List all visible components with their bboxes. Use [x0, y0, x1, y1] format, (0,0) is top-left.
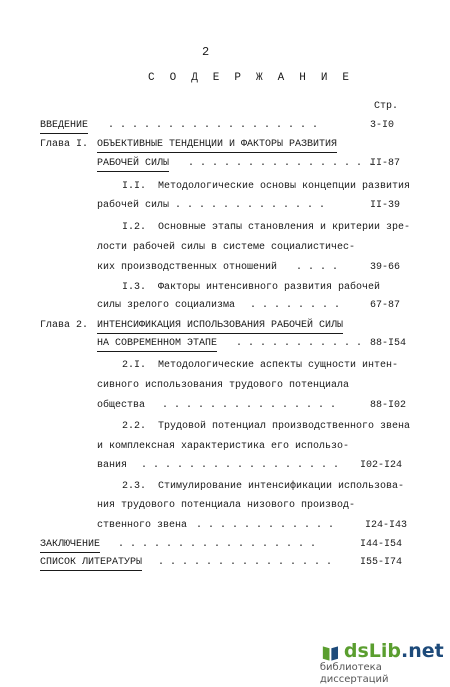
toc-dots: . . . . . . . . . . . . . . . [162, 400, 337, 411]
toc-pages: II-87 [370, 158, 401, 169]
toc-section-text: общества [97, 400, 146, 411]
toc-section-text: ния трудового потенциала низового производ- [97, 500, 356, 511]
toc-pages: 67-87 [370, 300, 401, 311]
toc-section-text: Методологические аспекты сущности интен- [158, 360, 399, 371]
toc-section-text: Основные этапы становления и критерии зре- [158, 222, 411, 233]
toc-pages: 39-66 [370, 262, 401, 273]
toc-section-text: Факторы интенсивного развития рабочей [158, 282, 381, 293]
book-icon [320, 642, 341, 664]
watermark [319, 640, 448, 685]
toc-dots: . . . . . . . . . . . . . . . . . . [108, 120, 319, 131]
toc-label-bibliography: СПИСОК ЛИТЕРАТУРЫ [40, 557, 142, 571]
toc-pages: I24-I43 [365, 520, 408, 531]
toc-dots: . . . . . . . . . . . . . . . . . [118, 539, 317, 550]
toc-section-text: лости рабочей силы в системе социалистичес- [97, 242, 356, 253]
toc-label-introduction: ВВЕДЕНИЕ [40, 120, 88, 134]
toc-pages: I55-I74 [360, 557, 403, 568]
toc-section-text: вания [97, 460, 128, 471]
toc-section-text: ственного звена [97, 520, 188, 531]
toc-section-text: сивного использования трудового потенциала [97, 380, 350, 391]
page-number: 2 [202, 45, 210, 59]
page-title: С О Д Е Р Ж А Н И Е [148, 72, 354, 84]
toc-chapter-title: ИНТЕНСИФИКАЦИЯ ИСПОЛЬЗОВАНИЯ РАБОЧЕЙ СИЛЫ [97, 320, 343, 334]
watermark-logo-part1: dsLib [343, 640, 401, 662]
toc-chapter-title: НА СОВРЕМЕННОМ ЭТАПЕ [97, 338, 217, 352]
watermark-subtitle: библиотека диссертаций [319, 662, 389, 685]
toc-chapter-title: РАБОЧЕЙ СИЛЫ [97, 158, 169, 172]
watermark-logo [344, 640, 448, 662]
toc-section-text: и комплексная характеристика его использо- [97, 441, 350, 452]
toc-label-section: 2.I. [122, 360, 147, 371]
toc-section-text: ких производственных отношений [97, 262, 278, 273]
toc-label-section: I.3. [122, 282, 147, 293]
toc-label-section: I.I. [122, 181, 147, 192]
toc-pages: I44-I54 [360, 539, 403, 550]
toc-chapter-title: ОБЪЕКТИВНЫЕ ТЕНДЕНЦИИ И ФАКТОРЫ РАЗВИТИЯ [97, 139, 337, 153]
toc-section-text: Стимулирование интенсификации использова- [158, 481, 405, 492]
toc-pages: II-39 [370, 200, 401, 211]
watermark-logo-part2: .net [401, 640, 444, 662]
toc-dots: . . . . . . . . . . . [236, 338, 363, 349]
toc-pages: 88-I02 [370, 400, 407, 411]
toc-dots: . . . . . . . . . . . . . . . [158, 557, 333, 568]
toc-pages: I02-I24 [360, 460, 403, 471]
toc-dots: . . . . . . . . . . . . [196, 520, 335, 531]
toc-dots: . . . . . . . . [250, 300, 341, 311]
toc-section-text: силы зрелого социализма [97, 300, 236, 311]
toc-dots: . . . . [296, 262, 339, 273]
toc-pages: 88-I54 [370, 338, 407, 349]
toc-dots: . . . . . . . . . . . . . . . . . [141, 460, 340, 471]
toc-section-text: рабочей силы [97, 200, 170, 211]
toc-section-text: Методологические основы концепции развития [158, 181, 411, 192]
toc-label-chapter-1: Глава I. [40, 139, 89, 150]
toc-label-conclusion: ЗАКЛЮЧЕНИЕ [40, 539, 100, 553]
toc-section-text: Трудовой потенциал производственного звена [158, 421, 411, 432]
page-column-header: Стр. [374, 101, 399, 112]
toc-pages: 3-I0 [370, 120, 395, 131]
toc-label-section: I.2. [122, 222, 147, 233]
toc-label-section: 2.3. [122, 481, 147, 492]
toc-dots: . . . . . . . . . . . . . . . . [188, 158, 375, 169]
toc-label-chapter-2: Глава 2. [40, 320, 89, 331]
toc-label-section: 2.2. [122, 421, 147, 432]
toc-dots: . . . . . . . . . . . . . [175, 200, 326, 211]
